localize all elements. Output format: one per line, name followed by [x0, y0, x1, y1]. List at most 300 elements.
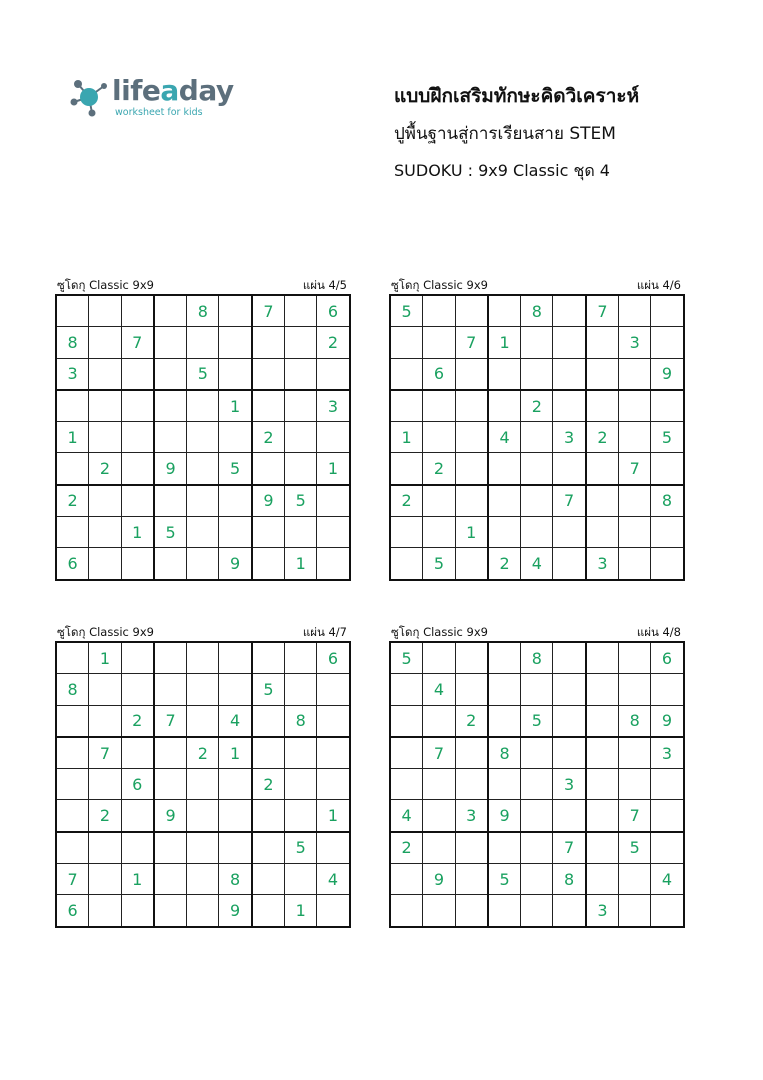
- sudoku-cell: 4: [521, 548, 553, 580]
- sudoku-cell: [187, 674, 219, 705]
- sudoku-cell: [423, 485, 455, 517]
- sudoku-cell: 1: [285, 548, 317, 580]
- sudoku-row: [390, 800, 684, 832]
- sudoku-row: [390, 737, 684, 769]
- sudoku-cell: 6: [121, 769, 154, 800]
- worksheet-subtitle: ปูพื้นฐานสู่การเรียนสาย STEM: [394, 124, 616, 144]
- sudoku-cell: [121, 832, 154, 864]
- sudoku-cell: [56, 453, 89, 485]
- sudoku-cell: [252, 705, 285, 737]
- sudoku-cell: [219, 642, 252, 674]
- sudoku-puzzle: [389, 277, 695, 581]
- sudoku-cell: [219, 832, 252, 864]
- sudoku-cell: [89, 422, 121, 453]
- sudoku-cell: [586, 358, 619, 390]
- sudoku-cell: [89, 548, 121, 580]
- sudoku-cell: 6: [56, 895, 89, 927]
- sudoku-cell: 5: [187, 358, 219, 390]
- sudoku-cell: 5: [423, 548, 455, 580]
- sudoku-cell: [586, 800, 619, 832]
- sudoku-cell: [89, 674, 121, 705]
- sudoku-cell: [423, 800, 455, 832]
- sudoku-cell: [187, 832, 219, 864]
- sudoku-cell: 8: [219, 864, 252, 895]
- sudoku-cell: [89, 295, 121, 327]
- sudoku-cell: 7: [619, 453, 651, 485]
- sudoku-cell: [154, 485, 187, 517]
- sudoku-grid: [389, 294, 685, 581]
- sudoku-cell: 8: [56, 327, 89, 358]
- logo-word-accent: a: [160, 74, 179, 107]
- sudoku-cell: [285, 422, 317, 453]
- sudoku-cell: [219, 485, 252, 517]
- sudoku-cell: [521, 327, 553, 358]
- sudoku-cell: [390, 517, 423, 548]
- sudoku-row: [390, 674, 684, 705]
- sudoku-cell: [121, 548, 154, 580]
- sudoku-cell: [553, 295, 586, 327]
- sudoku-cell: [89, 895, 121, 927]
- sudoku-cell: 1: [317, 800, 350, 832]
- sudoku-cell: [56, 295, 89, 327]
- molecule-logo-icon: [68, 76, 110, 118]
- sudoku-cell: [651, 832, 684, 864]
- sudoku-cell: [252, 832, 285, 864]
- sudoku-cell: 9: [488, 800, 521, 832]
- sudoku-cell: [390, 674, 423, 705]
- sudoku-cell: 1: [89, 642, 121, 674]
- sudoku-cell: [187, 769, 219, 800]
- sudoku-cell: 4: [219, 705, 252, 737]
- sudoku-cell: [154, 358, 187, 390]
- sudoku-row: [390, 390, 684, 422]
- sudoku-row: [56, 295, 350, 327]
- sudoku-cell: [252, 517, 285, 548]
- sudoku-cell: [219, 358, 252, 390]
- puzzle-label: ซูโดกุ Classic 9x9: [57, 278, 154, 292]
- sudoku-cell: [121, 390, 154, 422]
- sudoku-cell: 6: [651, 642, 684, 674]
- puzzle-header: [389, 624, 695, 641]
- sudoku-cell: [651, 800, 684, 832]
- sudoku-row: [56, 800, 350, 832]
- sudoku-cell: 7: [619, 800, 651, 832]
- puzzle-sheet-number: แผ่น 4/8: [636, 625, 681, 639]
- sudoku-cell: 7: [154, 705, 187, 737]
- sudoku-cell: 9: [219, 548, 252, 580]
- sudoku-row: [390, 832, 684, 864]
- sudoku-cell: [56, 390, 89, 422]
- sudoku-row: [390, 422, 684, 453]
- sudoku-cell: [423, 705, 455, 737]
- sudoku-cell: [285, 327, 317, 358]
- sudoku-row: [56, 517, 350, 548]
- sudoku-cell: [252, 358, 285, 390]
- sudoku-cell: [56, 800, 89, 832]
- sudoku-cell: 7: [423, 737, 455, 769]
- sudoku-cell: 9: [154, 453, 187, 485]
- sudoku-cell: 3: [651, 737, 684, 769]
- sudoku-cell: [651, 327, 684, 358]
- sudoku-cell: [56, 642, 89, 674]
- sudoku-cell: [553, 642, 586, 674]
- sudoku-cell: [488, 453, 521, 485]
- sudoku-cell: [651, 674, 684, 705]
- sudoku-cell: 3: [455, 800, 488, 832]
- sudoku-cell: [187, 327, 219, 358]
- sudoku-cell: [586, 642, 619, 674]
- sudoku-cell: [455, 895, 488, 927]
- sudoku-cell: [619, 422, 651, 453]
- puzzle-label: ซูโดกุ Classic 9x9: [391, 278, 488, 292]
- sudoku-cell: [488, 895, 521, 927]
- puzzle-label: ซูโดกุ Classic 9x9: [391, 625, 488, 639]
- sudoku-cell: [187, 485, 219, 517]
- sudoku-cell: 8: [56, 674, 89, 705]
- sudoku-cell: [154, 832, 187, 864]
- sudoku-row: [56, 769, 350, 800]
- sudoku-cell: [423, 327, 455, 358]
- sudoku-cell: [521, 674, 553, 705]
- sudoku-cell: [252, 548, 285, 580]
- sudoku-cell: 5: [252, 674, 285, 705]
- sudoku-cell: [553, 674, 586, 705]
- sudoku-puzzle: [389, 624, 695, 928]
- sudoku-cell: [154, 422, 187, 453]
- sudoku-cell: [619, 390, 651, 422]
- sudoku-cell: [317, 895, 350, 927]
- sudoku-cell: [252, 453, 285, 485]
- sudoku-cell: [521, 737, 553, 769]
- sudoku-cell: [651, 769, 684, 800]
- sudoku-row: [390, 358, 684, 390]
- sudoku-cell: 8: [521, 642, 553, 674]
- sudoku-cell: [423, 895, 455, 927]
- sudoku-cell: [488, 769, 521, 800]
- sudoku-cell: [553, 517, 586, 548]
- sudoku-cell: 5: [390, 642, 423, 674]
- sudoku-cell: 1: [121, 517, 154, 548]
- sudoku-cell: [187, 642, 219, 674]
- sudoku-cell: [252, 390, 285, 422]
- sudoku-cell: [154, 642, 187, 674]
- puzzle-sheet-number: แผ่น 4/6: [636, 278, 681, 292]
- sudoku-cell: [285, 800, 317, 832]
- sudoku-cell: [488, 674, 521, 705]
- sudoku-cell: 2: [423, 453, 455, 485]
- sudoku-cell: 8: [553, 864, 586, 895]
- sudoku-cell: [586, 769, 619, 800]
- sudoku-row: [56, 864, 350, 895]
- sudoku-cell: [423, 390, 455, 422]
- sudoku-row: [390, 295, 684, 327]
- logo-word-tail: day: [178, 74, 234, 107]
- sudoku-cell: [619, 895, 651, 927]
- sudoku-cell: [154, 548, 187, 580]
- sudoku-cell: [317, 674, 350, 705]
- sudoku-cell: [187, 895, 219, 927]
- logo-word-main: life: [112, 74, 161, 107]
- sudoku-cell: [219, 674, 252, 705]
- sudoku-row: [390, 327, 684, 358]
- worksheet-set-label: SUDOKU : 9x9 Classic ชุด 4: [394, 161, 610, 180]
- sudoku-cell: [187, 422, 219, 453]
- sudoku-cell: 5: [521, 705, 553, 737]
- sudoku-cell: [488, 832, 521, 864]
- sudoku-cell: [187, 548, 219, 580]
- sudoku-cell: [619, 769, 651, 800]
- sudoku-cell: [317, 485, 350, 517]
- puzzle-sheet-number: แผ่น 4/7: [302, 625, 347, 639]
- sudoku-cell: [252, 800, 285, 832]
- sudoku-cell: [187, 453, 219, 485]
- sudoku-cell: 9: [154, 800, 187, 832]
- sudoku-cell: [521, 800, 553, 832]
- sudoku-cell: [553, 800, 586, 832]
- sudoku-cell: [285, 769, 317, 800]
- sudoku-cell: [390, 327, 423, 358]
- sudoku-cell: [521, 517, 553, 548]
- sudoku-cell: [423, 832, 455, 864]
- sudoku-cell: [390, 705, 423, 737]
- sudoku-cell: [56, 769, 89, 800]
- sudoku-cell: [619, 674, 651, 705]
- sudoku-cell: 2: [121, 705, 154, 737]
- sudoku-cell: [521, 422, 553, 453]
- sudoku-cell: [121, 642, 154, 674]
- sudoku-cell: [521, 358, 553, 390]
- sudoku-puzzle: [55, 277, 361, 581]
- sudoku-cell: 3: [56, 358, 89, 390]
- sudoku-row: [56, 422, 350, 453]
- sudoku-cell: 1: [121, 864, 154, 895]
- sudoku-puzzle: [55, 624, 361, 928]
- sudoku-cell: [121, 485, 154, 517]
- sudoku-cell: [586, 705, 619, 737]
- sudoku-cell: [121, 453, 154, 485]
- sudoku-cell: 8: [521, 295, 553, 327]
- sudoku-cell: [285, 358, 317, 390]
- sudoku-cell: 1: [455, 517, 488, 548]
- lifeaday-logo: [68, 74, 238, 124]
- sudoku-cell: [619, 737, 651, 769]
- sudoku-cell: [390, 864, 423, 895]
- sudoku-row: [56, 327, 350, 358]
- sudoku-cell: 5: [285, 832, 317, 864]
- sudoku-cell: [121, 422, 154, 453]
- sudoku-cell: 2: [390, 485, 423, 517]
- sudoku-cell: [187, 800, 219, 832]
- sudoku-cell: [488, 485, 521, 517]
- sudoku-cell: [586, 485, 619, 517]
- sudoku-cell: [390, 895, 423, 927]
- sudoku-row: [56, 548, 350, 580]
- sudoku-cell: [455, 295, 488, 327]
- sudoku-cell: [56, 705, 89, 737]
- sudoku-cell: [121, 674, 154, 705]
- sudoku-cell: [219, 800, 252, 832]
- sudoku-cell: [455, 358, 488, 390]
- sudoku-row: [390, 517, 684, 548]
- sudoku-cell: 4: [317, 864, 350, 895]
- sudoku-cell: [455, 864, 488, 895]
- sudoku-cell: [488, 390, 521, 422]
- sudoku-cell: [455, 674, 488, 705]
- sudoku-cell: [89, 517, 121, 548]
- sudoku-cell: 2: [455, 705, 488, 737]
- sudoku-row: [56, 895, 350, 927]
- sudoku-cell: [619, 517, 651, 548]
- sudoku-row: [390, 864, 684, 895]
- sudoku-cell: 4: [651, 864, 684, 895]
- sudoku-cell: [219, 769, 252, 800]
- sudoku-row: [56, 705, 350, 737]
- sudoku-cell: [488, 705, 521, 737]
- sudoku-cell: 9: [651, 358, 684, 390]
- sudoku-cell: [455, 422, 488, 453]
- sudoku-cell: [252, 327, 285, 358]
- sudoku-cell: [455, 485, 488, 517]
- sudoku-cell: 1: [285, 895, 317, 927]
- sudoku-cell: [121, 295, 154, 327]
- worksheet-title: แบบฝึกเสริมทักษะคิดวิเคราะห์: [394, 85, 640, 107]
- sudoku-cell: 1: [390, 422, 423, 453]
- sudoku-cell: 6: [56, 548, 89, 580]
- sudoku-cell: 1: [317, 453, 350, 485]
- sudoku-cell: [390, 453, 423, 485]
- sudoku-cell: [521, 485, 553, 517]
- sudoku-cell: [488, 295, 521, 327]
- sudoku-cell: [521, 832, 553, 864]
- sudoku-cell: [317, 548, 350, 580]
- sudoku-cell: [252, 864, 285, 895]
- sudoku-cell: [521, 895, 553, 927]
- sudoku-cell: [317, 769, 350, 800]
- sudoku-cell: [423, 422, 455, 453]
- sudoku-cell: [586, 737, 619, 769]
- sudoku-cell: [553, 327, 586, 358]
- sudoku-cell: [619, 358, 651, 390]
- sudoku-cell: [488, 642, 521, 674]
- sudoku-cell: [651, 295, 684, 327]
- sudoku-cell: [154, 327, 187, 358]
- sudoku-row: [390, 705, 684, 737]
- sudoku-cell: [455, 390, 488, 422]
- sudoku-cell: [455, 737, 488, 769]
- sudoku-row: [390, 642, 684, 674]
- sudoku-cell: [619, 642, 651, 674]
- sudoku-cell: [390, 737, 423, 769]
- sudoku-cell: 2: [488, 548, 521, 580]
- sudoku-row: [56, 390, 350, 422]
- sudoku-cell: [317, 422, 350, 453]
- sudoku-cell: [56, 832, 89, 864]
- sudoku-cell: 3: [586, 895, 619, 927]
- puzzle-sheet-number: แผ่น 4/5: [302, 278, 347, 292]
- sudoku-cell: [521, 453, 553, 485]
- sudoku-cell: 7: [586, 295, 619, 327]
- sudoku-cell: [187, 864, 219, 895]
- sudoku-cell: 7: [553, 832, 586, 864]
- sudoku-cell: [586, 864, 619, 895]
- sudoku-cell: [586, 390, 619, 422]
- sudoku-cell: [553, 390, 586, 422]
- sudoku-cell: 8: [651, 485, 684, 517]
- sudoku-cell: [423, 295, 455, 327]
- sudoku-cell: [121, 895, 154, 927]
- sudoku-row: [56, 832, 350, 864]
- puzzle-header: [55, 624, 361, 641]
- sudoku-cell: 5: [619, 832, 651, 864]
- sudoku-cell: [154, 895, 187, 927]
- sudoku-cell: [285, 674, 317, 705]
- sudoku-cell: 8: [619, 705, 651, 737]
- sudoku-cell: [553, 358, 586, 390]
- sudoku-cell: 8: [285, 705, 317, 737]
- sudoku-grid: [55, 641, 351, 928]
- sudoku-cell: 3: [317, 390, 350, 422]
- sudoku-cell: [553, 737, 586, 769]
- sudoku-cell: [423, 517, 455, 548]
- sudoku-cell: [553, 705, 586, 737]
- sudoku-cell: [521, 864, 553, 895]
- sudoku-cell: 8: [187, 295, 219, 327]
- sudoku-cell: 7: [252, 295, 285, 327]
- sudoku-cell: [154, 295, 187, 327]
- logo-wordmark: [112, 74, 234, 108]
- sudoku-cell: 7: [455, 327, 488, 358]
- sudoku-row: [56, 358, 350, 390]
- sudoku-cell: [89, 769, 121, 800]
- sudoku-cell: [619, 295, 651, 327]
- sudoku-cell: [89, 705, 121, 737]
- sudoku-cell: [285, 517, 317, 548]
- sudoku-cell: [651, 390, 684, 422]
- sudoku-cell: 9: [423, 864, 455, 895]
- sudoku-cell: [285, 390, 317, 422]
- sudoku-cell: [121, 737, 154, 769]
- sudoku-cell: [56, 737, 89, 769]
- sudoku-cell: [317, 832, 350, 864]
- sudoku-cell: [121, 800, 154, 832]
- sudoku-cell: 2: [89, 800, 121, 832]
- sudoku-cell: [553, 895, 586, 927]
- sudoku-cell: [423, 769, 455, 800]
- sudoku-cell: [285, 453, 317, 485]
- sudoku-cell: [586, 517, 619, 548]
- sudoku-row: [56, 642, 350, 674]
- sudoku-cell: [219, 422, 252, 453]
- sudoku-cell: [651, 548, 684, 580]
- sudoku-cell: [154, 737, 187, 769]
- sudoku-cell: 4: [488, 422, 521, 453]
- sudoku-cell: [219, 517, 252, 548]
- sudoku-cell: 7: [121, 327, 154, 358]
- sudoku-cell: [488, 517, 521, 548]
- sudoku-cell: 5: [390, 295, 423, 327]
- sudoku-cell: [121, 358, 154, 390]
- sudoku-cell: [154, 864, 187, 895]
- sudoku-cell: [154, 674, 187, 705]
- sudoku-cell: [187, 390, 219, 422]
- sudoku-cell: [317, 358, 350, 390]
- sudoku-cell: [455, 769, 488, 800]
- puzzle-header: [55, 277, 361, 294]
- sudoku-cell: [455, 832, 488, 864]
- sudoku-cell: 2: [521, 390, 553, 422]
- sudoku-cell: 1: [56, 422, 89, 453]
- sudoku-cell: [651, 517, 684, 548]
